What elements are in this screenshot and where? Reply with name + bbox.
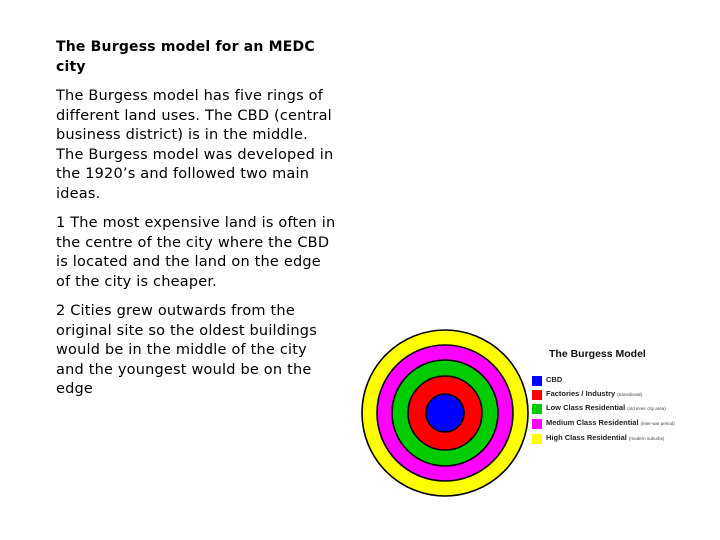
legend-label-low-class: Low Class Residential [546, 403, 626, 412]
idea-one-paragraph: 1 The most expensive land is often in the centre of the city where the CBD is located and the land on the edge of the city is cheaper. [56, 215, 336, 290]
legend-swatch-factories [532, 390, 542, 400]
idea-two-paragraph: 2 Cities grew outwards from the original site so the oldest buildings would be in the middle of the city and the youngest would be on the edge [56, 303, 317, 397]
legend-swatch-cbd [532, 376, 542, 386]
legend-label-factories: Factories / Industry [546, 389, 616, 398]
intro-paragraph: The Burgess model has five rings of different land uses. The CBD (central business district) is in the middle. The Burgess model was developed in the 1920’s and followed two main ideas. [56, 88, 334, 202]
legend-note-factories: (transitional) [617, 392, 642, 397]
legend-note-high-class: (modern suburbs) [628, 436, 665, 441]
text-column [56, 38, 336, 410]
concentric-rings [362, 330, 528, 496]
legend-note-medium-class: (inter-war period) [640, 421, 675, 426]
legend-swatch-medium-class [532, 419, 542, 429]
legend-label-high-class: High Class Residential [546, 433, 627, 442]
ring-cbd [426, 394, 464, 432]
legend-note-low-class: (old inner city area) [627, 406, 666, 411]
legend-label-cbd: CBD [546, 375, 563, 384]
slide-title: The Burgess model for an MEDC city [56, 39, 315, 75]
legend-swatch-high-class [532, 434, 542, 444]
diagram-title: The Burgess Model [549, 348, 646, 360]
legend-swatch-low-class [532, 404, 542, 414]
legend-label-medium-class: Medium Class Residential [546, 418, 639, 427]
